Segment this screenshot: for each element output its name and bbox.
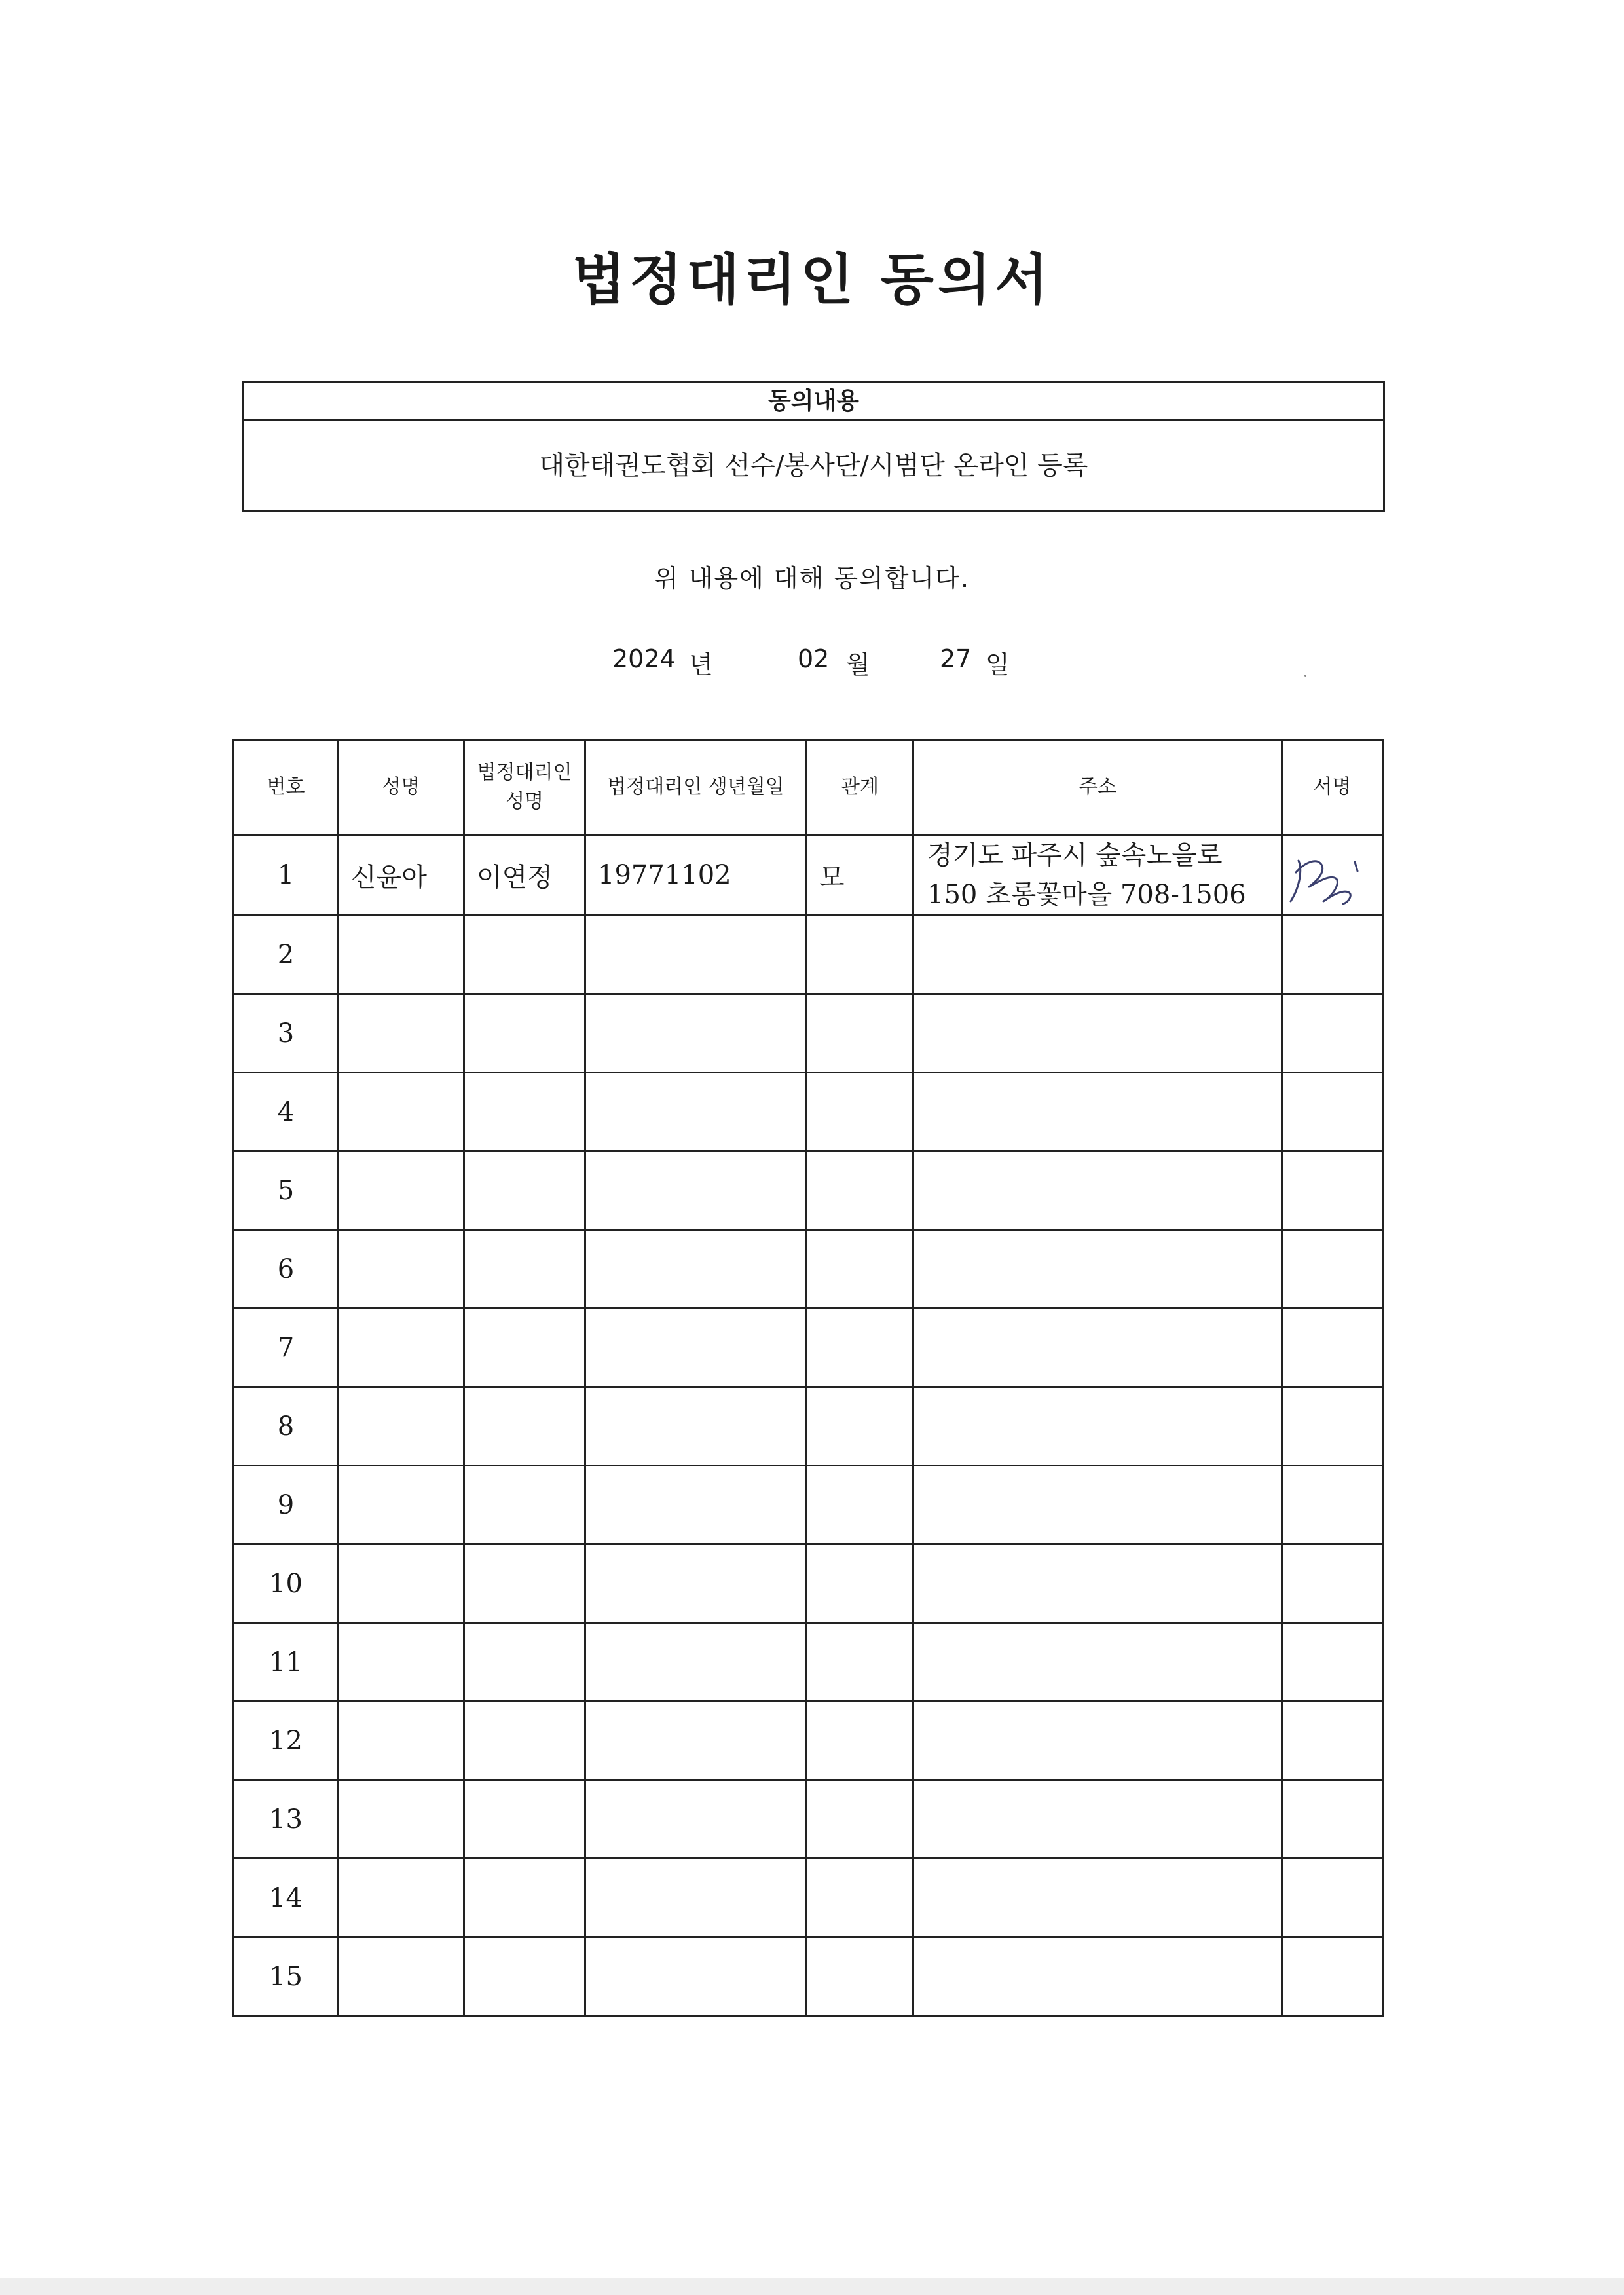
row-name bbox=[339, 1309, 464, 1387]
table-row bbox=[234, 1466, 1383, 1544]
handwritten-signature bbox=[1276, 836, 1375, 913]
date-month: 02 bbox=[798, 644, 830, 673]
row-address bbox=[913, 835, 1282, 916]
row-guardian-birth bbox=[585, 1151, 807, 1230]
row-number: 15 bbox=[234, 1937, 339, 2016]
row-name bbox=[339, 1859, 464, 1937]
row-relation bbox=[807, 1623, 913, 1702]
row-guardian-birth bbox=[585, 1702, 807, 1780]
guardian-registration-table bbox=[232, 739, 1384, 2017]
table-row bbox=[234, 1544, 1383, 1623]
table-row bbox=[234, 1151, 1383, 1230]
row-signature bbox=[1282, 1780, 1383, 1859]
row-number: 9 bbox=[234, 1466, 339, 1544]
row-address bbox=[913, 1387, 1282, 1466]
table-row bbox=[234, 1230, 1383, 1309]
row-address bbox=[913, 1466, 1282, 1544]
header-guardian-name: 법정대리인 성명 bbox=[464, 740, 585, 835]
row-name bbox=[339, 1151, 464, 1230]
row-address bbox=[913, 916, 1282, 994]
row-name bbox=[339, 916, 464, 994]
date-day: 27 bbox=[940, 644, 972, 673]
row-address bbox=[913, 1230, 1282, 1309]
row-address bbox=[913, 1780, 1282, 1859]
table-row bbox=[234, 1780, 1383, 1859]
row-guardian-name bbox=[464, 1230, 585, 1309]
row-guardian-birth bbox=[585, 1387, 807, 1466]
consent-content-box bbox=[242, 381, 1385, 512]
row-signature bbox=[1282, 1073, 1383, 1151]
row-address bbox=[913, 1623, 1282, 1702]
row-signature bbox=[1282, 1859, 1383, 1937]
row-signature bbox=[1282, 1466, 1383, 1544]
consent-header: 동의내용 bbox=[244, 383, 1383, 421]
row-signature bbox=[1282, 1544, 1383, 1623]
row-guardian-birth bbox=[585, 1544, 807, 1623]
row-guardian-birth bbox=[585, 994, 807, 1073]
row-relation: 모 bbox=[807, 835, 913, 916]
row-address bbox=[913, 1859, 1282, 1937]
row-guardian-birth bbox=[585, 1623, 807, 1702]
row-name bbox=[339, 994, 464, 1073]
row-name bbox=[339, 1466, 464, 1544]
row-relation bbox=[807, 1230, 913, 1309]
row-name bbox=[339, 1702, 464, 1780]
row-address bbox=[913, 1151, 1282, 1230]
scan-speck bbox=[1304, 675, 1306, 677]
header-guardian-birth: 법정대리인 생년월일 bbox=[585, 740, 807, 835]
row-relation bbox=[807, 1937, 913, 2016]
date-year-unit: 년 bbox=[689, 650, 713, 679]
row-relation bbox=[807, 1466, 913, 1544]
table-row bbox=[234, 994, 1383, 1073]
table-row bbox=[234, 1073, 1383, 1151]
row-guardian-name bbox=[464, 994, 585, 1073]
table-row bbox=[234, 1859, 1383, 1937]
row-address bbox=[913, 1309, 1282, 1387]
table-row bbox=[234, 1702, 1383, 1780]
row-relation bbox=[807, 916, 913, 994]
row-number: 3 bbox=[234, 994, 339, 1073]
row-signature bbox=[1282, 1937, 1383, 2016]
row-relation bbox=[807, 994, 913, 1073]
row-relation bbox=[807, 1702, 913, 1780]
row-name bbox=[339, 1230, 464, 1309]
row-relation bbox=[807, 1309, 913, 1387]
date-year: 2024 bbox=[612, 644, 676, 673]
row-guardian-birth bbox=[585, 1073, 807, 1151]
table-row bbox=[234, 1623, 1383, 1702]
row-guardian-birth bbox=[585, 1937, 807, 2016]
table-row bbox=[234, 1387, 1383, 1466]
row-guardian-name: 이연정 bbox=[464, 835, 585, 916]
row-address bbox=[913, 994, 1282, 1073]
row-relation bbox=[807, 1544, 913, 1623]
row-guardian-birth bbox=[585, 1309, 807, 1387]
row-name bbox=[339, 1387, 464, 1466]
row-number: 11 bbox=[234, 1623, 339, 1702]
row-guardian-birth bbox=[585, 1780, 807, 1859]
row-signature bbox=[1282, 1387, 1383, 1466]
agreement-statement: 위 내용에 대해 동의합니다. bbox=[654, 564, 970, 593]
row-number: 2 bbox=[234, 916, 339, 994]
row-signature bbox=[1282, 916, 1383, 994]
row-guardian-name bbox=[464, 1937, 585, 2016]
row-signature bbox=[1282, 1309, 1383, 1387]
row-number: 14 bbox=[234, 1859, 339, 1937]
header-name: 성명 bbox=[339, 740, 464, 835]
row-name bbox=[339, 1073, 464, 1151]
row-guardian-name bbox=[464, 1466, 585, 1544]
row-number: 6 bbox=[234, 1230, 339, 1309]
row-signature bbox=[1282, 994, 1383, 1073]
row-guardian-name bbox=[464, 1387, 585, 1466]
row-address bbox=[913, 1937, 1282, 2016]
row-guardian-birth bbox=[585, 1230, 807, 1309]
row-relation bbox=[807, 1387, 913, 1466]
row-name bbox=[339, 1937, 464, 2016]
row-guardian-birth bbox=[585, 1466, 807, 1544]
row-name bbox=[339, 1544, 464, 1623]
row-number: 8 bbox=[234, 1387, 339, 1466]
row-number: 13 bbox=[234, 1780, 339, 1859]
scan-bottom-edge bbox=[0, 2278, 1624, 2295]
row-number: 5 bbox=[234, 1151, 339, 1230]
row-guardian-name bbox=[464, 1859, 585, 1937]
row-signature bbox=[1282, 835, 1383, 916]
table-row bbox=[234, 916, 1383, 994]
row-relation bbox=[807, 1151, 913, 1230]
row-address bbox=[913, 1073, 1282, 1151]
row-number: 4 bbox=[234, 1073, 339, 1151]
row-address-line2: 150 초롱꽃마을 708-1506 bbox=[927, 880, 1246, 910]
table-row bbox=[234, 1937, 1383, 2016]
row-signature bbox=[1282, 1151, 1383, 1230]
row-guardian-name bbox=[464, 1544, 585, 1623]
row-guardian-birth bbox=[585, 1859, 807, 1937]
row-guardian-name bbox=[464, 1073, 585, 1151]
row-guardian-name bbox=[464, 1780, 585, 1859]
row-guardian-birth bbox=[585, 916, 807, 994]
date-month-unit: 월 bbox=[846, 650, 870, 679]
row-name bbox=[339, 1780, 464, 1859]
row-guardian-name bbox=[464, 1702, 585, 1780]
row-guardian-name bbox=[464, 1309, 585, 1387]
header-signature: 서명 bbox=[1282, 740, 1383, 835]
row-number: 10 bbox=[234, 1544, 339, 1623]
row-guardian-name bbox=[464, 1151, 585, 1230]
row-signature bbox=[1282, 1623, 1383, 1702]
consent-body: 대한태권도협회 선수/봉사단/시범단 온라인 등록 bbox=[539, 451, 1088, 481]
row-address bbox=[913, 1702, 1282, 1780]
date-day-unit: 일 bbox=[986, 650, 1010, 679]
header-number: 번호 bbox=[234, 740, 339, 835]
row-relation bbox=[807, 1073, 913, 1151]
page-title: 법정대리인 동의서 bbox=[572, 248, 1052, 312]
header-relation: 관계 bbox=[807, 740, 913, 835]
row-guardian-birth: 19771102 bbox=[585, 835, 807, 916]
table-row bbox=[234, 1309, 1383, 1387]
row-signature bbox=[1282, 1230, 1383, 1309]
row-address-line1: 경기도 파주시 숲속노을로 bbox=[927, 840, 1223, 870]
table-header-row bbox=[234, 740, 1383, 835]
row-address bbox=[913, 1544, 1282, 1623]
header-address: 주소 bbox=[913, 740, 1282, 835]
row-signature bbox=[1282, 1702, 1383, 1780]
row-name bbox=[339, 1623, 464, 1702]
row-relation bbox=[807, 1780, 913, 1859]
row-number: 12 bbox=[234, 1702, 339, 1780]
row-number: 1 bbox=[234, 835, 339, 916]
row-guardian-name bbox=[464, 916, 585, 994]
row-relation bbox=[807, 1859, 913, 1937]
table-row bbox=[234, 835, 1383, 916]
row-number: 7 bbox=[234, 1309, 339, 1387]
row-name: 신윤아 bbox=[339, 835, 464, 916]
row-guardian-name bbox=[464, 1623, 585, 1702]
